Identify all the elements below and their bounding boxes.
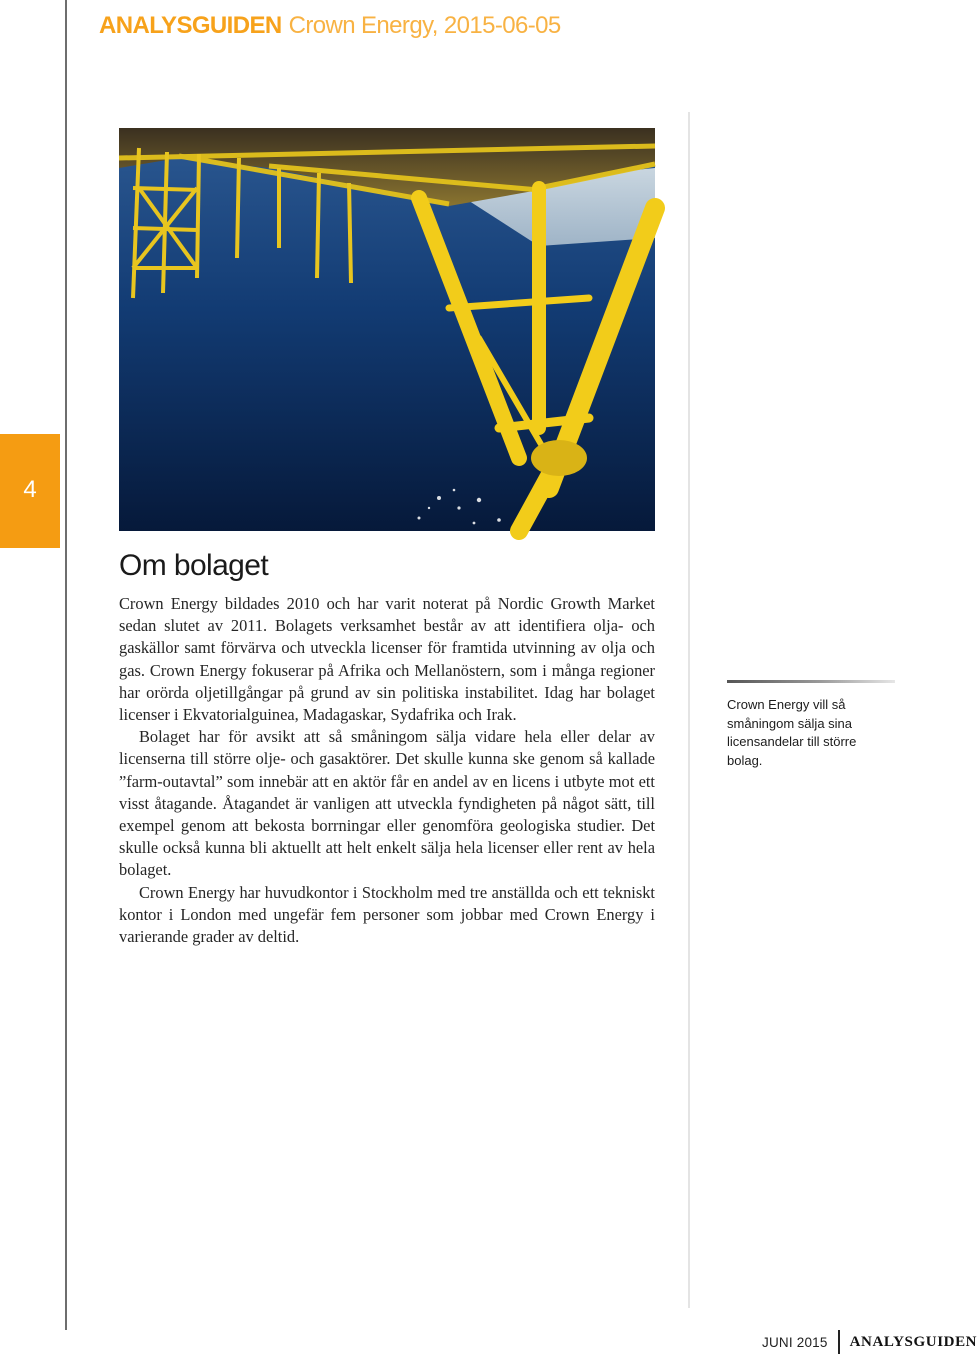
- body-paragraph: Crown Energy har huvudkontor i Stockholm med tre anställda och ett tekniskt kontor i London med ungefär fem personer som jobbar med Crown Energy i varierande grader av deltid.: [119, 882, 655, 947]
- article-body: [119, 593, 655, 948]
- offshore-platform-photo: [119, 128, 655, 531]
- header-subtitle: Crown Energy, 2015-06-05: [288, 12, 561, 39]
- sidebar-pull-quote: Crown Energy vill så småningom sälja sina licensandelar till större bolag.: [727, 697, 857, 768]
- sidebar-divider: [688, 112, 690, 1308]
- article-heading: Om bolaget: [119, 549, 269, 582]
- photo-illustration: [119, 128, 655, 531]
- body-paragraph: Crown Energy bildades 2010 och har varit noterat på Nordic Growth Market sedan slutet av 2011. Bolagets verksamhet består av att identifiera olja- och gaskällor samt förvärva och utveckla licenser för framtida utvinning av olja och gas. Crown Energy fokuserar på Afrika och Mellanöstern, som i många regioner har orörda oljetillgångar på grund av sin politiska instabilitet. Idag har bolaget licenser i Ekvatorialguinea, Madagaskar, Sydafrika och Irak.: [119, 594, 655, 725]
- left-margin-rule: [65, 0, 67, 1330]
- footer-date: JUNI 2015: [762, 1334, 828, 1350]
- page-number: 4: [23, 476, 37, 503]
- page-footer: [762, 1330, 977, 1354]
- running-header: [99, 12, 561, 40]
- footer-brand: ANALYSGUIDEN: [849, 1333, 977, 1350]
- page-number-tab: [0, 434, 60, 548]
- sidebar-quote-rule: [727, 680, 895, 683]
- body-paragraph: Bolaget har för avsikt att så småningom sälja vidare hela eller delar av licenserna till större olje- och gasaktörer. Det skulle kunna ske genom så kallade ”farm-outavtal” som innebär att en aktör får en andel av en licens i utbyte mot ett visst åtagande. Åtagandet är vanligen att utveckla fyndigheten på något sätt, till exempel genom att bekosta borrningar eller genomföra geologiska studier. Det skulle också kunna bli aktuellt att helt enkelt sälja hela licenser eller rent av hela bolaget.: [119, 727, 655, 880]
- header-brand: ANALYSGUIDEN: [99, 12, 282, 39]
- footer-separator: [838, 1330, 840, 1354]
